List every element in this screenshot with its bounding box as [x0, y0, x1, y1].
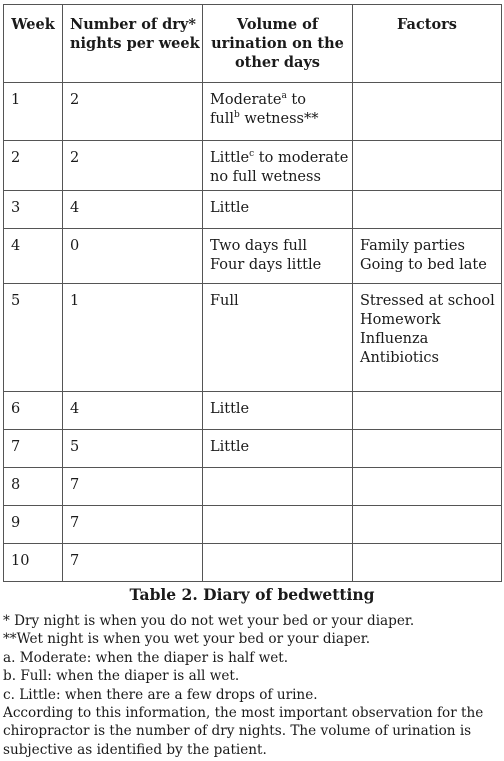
factor-item: Influenza — [360, 331, 429, 347]
factor-item: Homework — [360, 312, 441, 328]
week-cell: 4 — [4, 229, 63, 284]
volume-text: full — [210, 111, 234, 127]
volume-line — [210, 292, 345, 311]
week-cell: 10 — [4, 544, 63, 582]
footnote-line: c. Little: when there are a few drops of urine. — [3, 686, 318, 703]
volume-cell — [203, 392, 353, 430]
footnote-marker: a — [281, 91, 287, 101]
table-caption: Table 2. Diary of bedwetting — [129, 585, 375, 604]
table-row — [4, 229, 502, 284]
volume-line — [210, 110, 345, 129]
factors-cell — [353, 83, 502, 141]
factor-item: Going to bed late — [360, 257, 487, 273]
volume-text: no full wetness — [210, 169, 321, 185]
footnote-line: * Dry night is when you do not wet your bed or your diaper. — [3, 613, 415, 629]
volume-cell — [203, 506, 353, 544]
dry-nights-cell: 7 — [63, 468, 203, 506]
volume-cell — [203, 141, 353, 191]
volume-cell — [203, 284, 353, 392]
factors-cell — [353, 506, 502, 544]
footnotes — [3, 612, 503, 759]
table-row — [4, 506, 502, 544]
dry-nights-cell: 5 — [63, 430, 203, 468]
table-row — [4, 468, 502, 506]
volume-text: Two days full — [210, 238, 308, 254]
volume-line — [210, 400, 345, 419]
volume-line — [210, 149, 349, 168]
table-row — [4, 392, 502, 430]
footnote-line: b. Full: when the diaper is all wet. — [3, 668, 240, 685]
footnote-line: chiropractor is the number of dry nights. The volume of urination is — [3, 723, 472, 740]
factors-cell — [353, 468, 502, 506]
header-line: urination on the — [211, 35, 344, 52]
volume-text: Little — [210, 150, 250, 166]
factor-item: Family parties — [360, 238, 465, 254]
header-factors — [353, 5, 502, 83]
week-cell: 5 — [4, 284, 63, 392]
volume-text: wetness** — [239, 111, 319, 127]
week-cell: 8 — [4, 468, 63, 506]
dry-nights-cell: 2 — [63, 141, 203, 191]
week-cell: 3 — [4, 191, 63, 229]
dry-nights-cell: 4 — [63, 392, 203, 430]
volume-text: to moderate — [254, 150, 349, 166]
volume-text: Little — [210, 200, 250, 216]
footnote-marker: c — [249, 149, 255, 159]
table-row — [4, 430, 502, 468]
factors-cell — [353, 141, 502, 191]
table-row — [4, 191, 502, 229]
table-row — [4, 284, 502, 392]
header-dry-nights — [63, 5, 203, 83]
week-cell: 7 — [4, 430, 63, 468]
volume-cell — [203, 191, 353, 229]
volume-line — [210, 237, 345, 256]
factors-cell — [353, 191, 502, 229]
header-row — [4, 5, 502, 83]
dry-nights-cell: 4 — [63, 191, 203, 229]
volume-line — [210, 438, 345, 457]
header-line: other days — [235, 54, 320, 71]
week-cell: 2 — [4, 141, 63, 191]
volume-text: Full — [210, 293, 239, 309]
volume-line — [210, 91, 345, 110]
week-cell: 6 — [4, 392, 63, 430]
week-cell: 9 — [4, 506, 63, 544]
bedwetting-diary-table — [3, 4, 502, 582]
header-line: Week — [11, 16, 55, 33]
footnote-line: According to this information, the most important observation for the — [3, 705, 484, 722]
volume-text: Little — [210, 401, 250, 417]
header-line: nights per week — [70, 35, 200, 52]
volume-cell — [203, 229, 353, 284]
table-row — [4, 83, 502, 141]
dry-nights-cell: 1 — [63, 284, 203, 392]
volume-cell — [203, 430, 353, 468]
factors-cell — [353, 284, 502, 392]
header-week — [4, 5, 63, 83]
volume-line — [210, 256, 345, 275]
volume-text: to — [286, 92, 306, 108]
volume-cell — [203, 83, 353, 141]
header-line: Volume of — [236, 16, 319, 33]
footnote-marker: b — [233, 110, 240, 120]
header-line: Number of dry* — [70, 16, 196, 33]
table-body — [4, 83, 502, 582]
volume-line — [210, 168, 345, 187]
volume-cell — [203, 468, 353, 506]
dry-nights-cell: 7 — [63, 544, 203, 582]
factor-item: Antibiotics — [360, 350, 439, 366]
factors-cell — [353, 229, 502, 284]
footnote-line: a. Moderate: when the diaper is half wet. — [3, 649, 289, 666]
header-line: Factors — [397, 16, 457, 33]
volume-text: Little — [210, 439, 250, 455]
volume-text: Moderate — [210, 92, 282, 108]
footnote-line: **Wet night is when you wet your bed or your diaper. — [3, 631, 371, 648]
factors-cell — [353, 544, 502, 582]
week-cell: 1 — [4, 83, 63, 141]
header-volume — [203, 5, 353, 83]
factors-cell — [353, 430, 502, 468]
table-row — [4, 141, 502, 191]
volume-cell — [203, 544, 353, 582]
dry-nights-cell: 2 — [63, 83, 203, 141]
dry-nights-cell: 0 — [63, 229, 203, 284]
footnote-line: subjective as identified by the patient. — [3, 741, 267, 758]
volume-text: Four days little — [210, 257, 322, 273]
volume-line — [210, 199, 345, 218]
dry-nights-cell: 7 — [63, 506, 203, 544]
factor-item: Stressed at school — [360, 293, 495, 309]
table-row — [4, 544, 502, 582]
factors-cell — [353, 392, 502, 430]
